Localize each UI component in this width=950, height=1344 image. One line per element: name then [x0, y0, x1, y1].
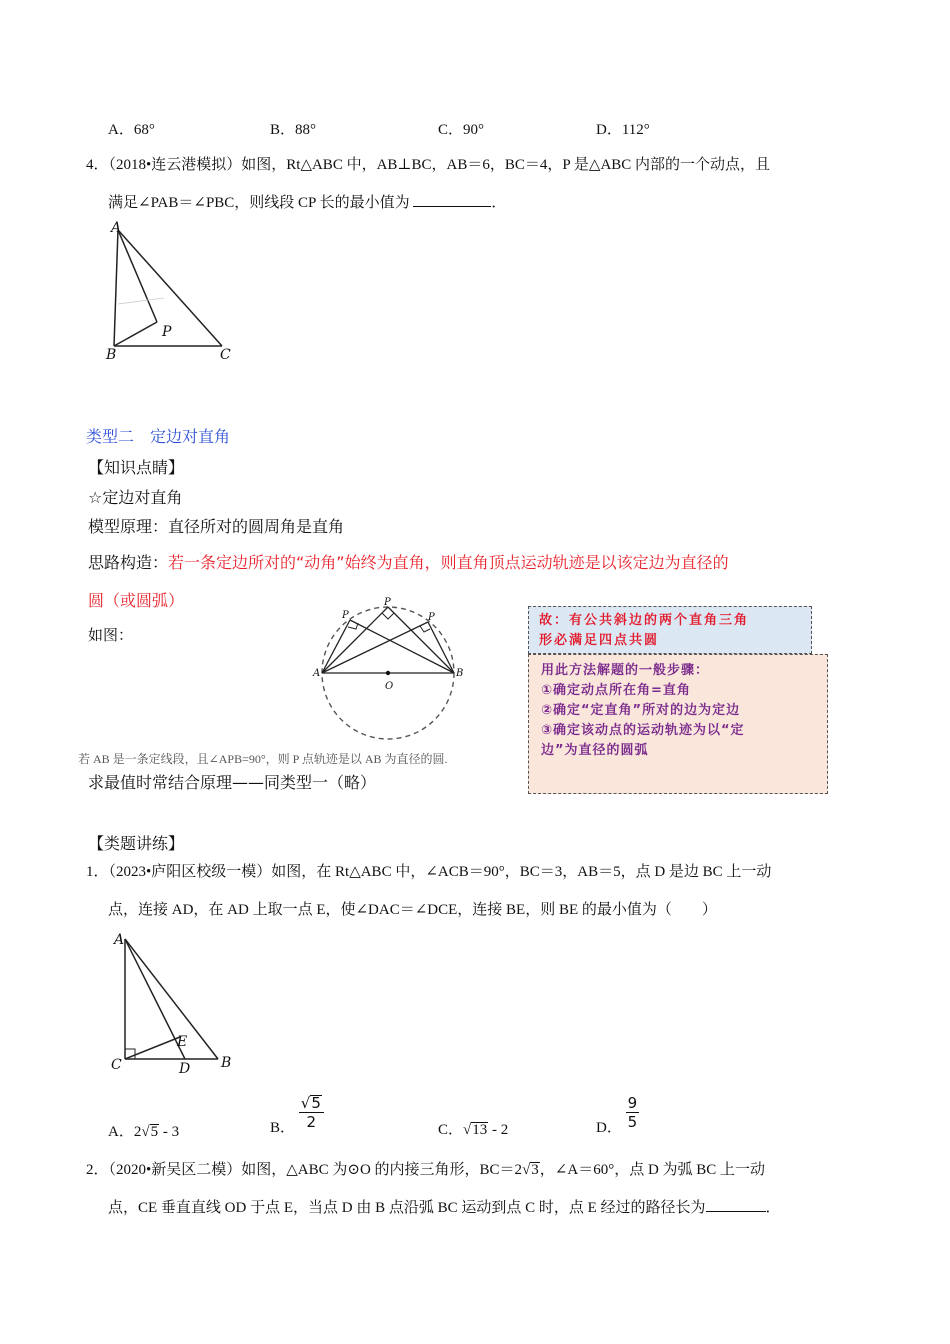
section-heading: 类型二 定边对直角 [86, 427, 231, 446]
label-a: A [313, 668, 321, 679]
segment-ab [114, 230, 118, 346]
label-a: A [111, 220, 122, 236]
label-d: D [179, 1061, 191, 1077]
step-3-cont: 边”为直径的圆弧 [541, 743, 649, 758]
q3-option-a: A．68° [108, 122, 155, 138]
conclusion-box [528, 606, 812, 654]
a-to-p1 [322, 607, 388, 673]
a-to-p2 [322, 620, 350, 673]
p2-line1: 2．（2020•新吴区二模）如图，△ABC 为⊙O 的内接三角形，BC＝2√3，∠A＝60°，点 D 为弧 BC 上一动 [86, 1162, 766, 1178]
step-3: ③确定该动点的运动轨迹为以“定 [541, 723, 745, 738]
q3-option-d: D．112° [596, 122, 650, 138]
right-angle-mark-3 [420, 626, 430, 632]
segment-ap [118, 230, 157, 322]
p1-option-c: C．√13 - 2 [438, 1122, 509, 1138]
segment-ad [125, 939, 188, 1059]
label-o: O [385, 681, 394, 692]
label-b: B [456, 668, 464, 679]
label-p3: P [428, 612, 435, 623]
best-value-line: 求最值时常结合原理——同类型一（略） [88, 773, 377, 792]
p1-option-d: D． $\frac{9}{5}$ [596, 1094, 638, 1136]
q3-option-c: C．90° [438, 122, 485, 138]
fraction: $\frac{9}{5}$ [627, 1094, 638, 1131]
step-1: ①确定动点所在角=直角 [541, 683, 691, 698]
center-point [386, 671, 390, 675]
idea-line: 思路构造：若一条定边所对的“动角”始终为直角，则直角顶点运动轨迹是以该定边为直径的 [88, 553, 729, 572]
fraction: $\frac{√5}{2}$ [299, 1094, 324, 1131]
q4-line1: 4．（2018•连云港模拟）如图，Rt△ABC 中，AB⊥BC，AB＝6，BC＝4，P 是△ABC 内部的一个动点，且 [86, 157, 771, 173]
answer-blank [413, 194, 491, 207]
star-line: ☆定边对直角 [88, 488, 183, 507]
answer-blank [706, 1199, 766, 1212]
knowledge-heading: 【知识点睛】 [88, 458, 185, 477]
p2-line2: 点，CE 垂直直线 OD 于点 E，当点 D 由 B 点沿弧 BC 运动到点 C 时，点 E 经过的路径长为 ． [108, 1200, 781, 1216]
b-to-p2 [350, 620, 454, 673]
label-b: B [106, 347, 117, 363]
b-to-p1 [388, 607, 454, 673]
as-figure: 如图： [88, 626, 134, 644]
label-p2: P [342, 610, 349, 621]
segment-bp [114, 322, 157, 346]
faint-guide [118, 298, 164, 304]
label-p: P [162, 324, 172, 340]
label-p1: P [384, 597, 391, 608]
step-2: ②确定“定直角”所对的边为定边 [541, 703, 741, 718]
label-b: B [221, 1055, 232, 1071]
circle-figure [310, 596, 470, 746]
idea-line2: 圆（或圆弧） [88, 591, 185, 610]
p1-option-a: A．2√5 - 3 [108, 1124, 180, 1140]
principle-line: 模型原理：直径所对的圆周角是直角 [88, 517, 345, 536]
q3-option-b: B．88° [270, 122, 317, 138]
steps-title: 用此方法解题的一般步骤： [541, 663, 710, 678]
label-c: C [220, 347, 231, 363]
p1-figure [105, 925, 245, 1080]
right-angle-mark-1 [382, 613, 394, 619]
p1-line2: 点，连接 AD，在 AD 上取一点 E，使∠DAC＝∠DCE，连接 BE，则 BE 的最小值为（ ） [108, 902, 717, 918]
steps-box [528, 654, 828, 794]
segment-ce [125, 1037, 180, 1059]
box1-line: 形必满足四点共圆 [539, 633, 660, 648]
q4-figure [100, 218, 240, 368]
b-to-p3 [428, 622, 454, 673]
p1-option-b: B． $\frac{√5}{2}$ [270, 1094, 324, 1137]
label-e: E [177, 1034, 188, 1050]
figure-caption: 若 AB 是一条定线段，且∠APB=90°，则 P 点轨迹是以 AB 为直径的圆. [78, 752, 448, 766]
q4-line2: 满足∠PAB＝∠PBC，则线段 CP 长的最小值为 ． [108, 195, 507, 211]
p1-line1: 1．（2023•庐阳区校级一模）如图，在 Rt△ABC 中，∠ACB＝90°，BC＝3，AB＝5，点 D 是边 BC 上一动 [86, 864, 772, 880]
box1-line: 故：有公共斜边的两个直角三角 [539, 613, 750, 628]
label-c: C [111, 1057, 122, 1073]
practice-heading: 【类题讲练】 [88, 834, 185, 853]
label-a: A [114, 932, 125, 948]
